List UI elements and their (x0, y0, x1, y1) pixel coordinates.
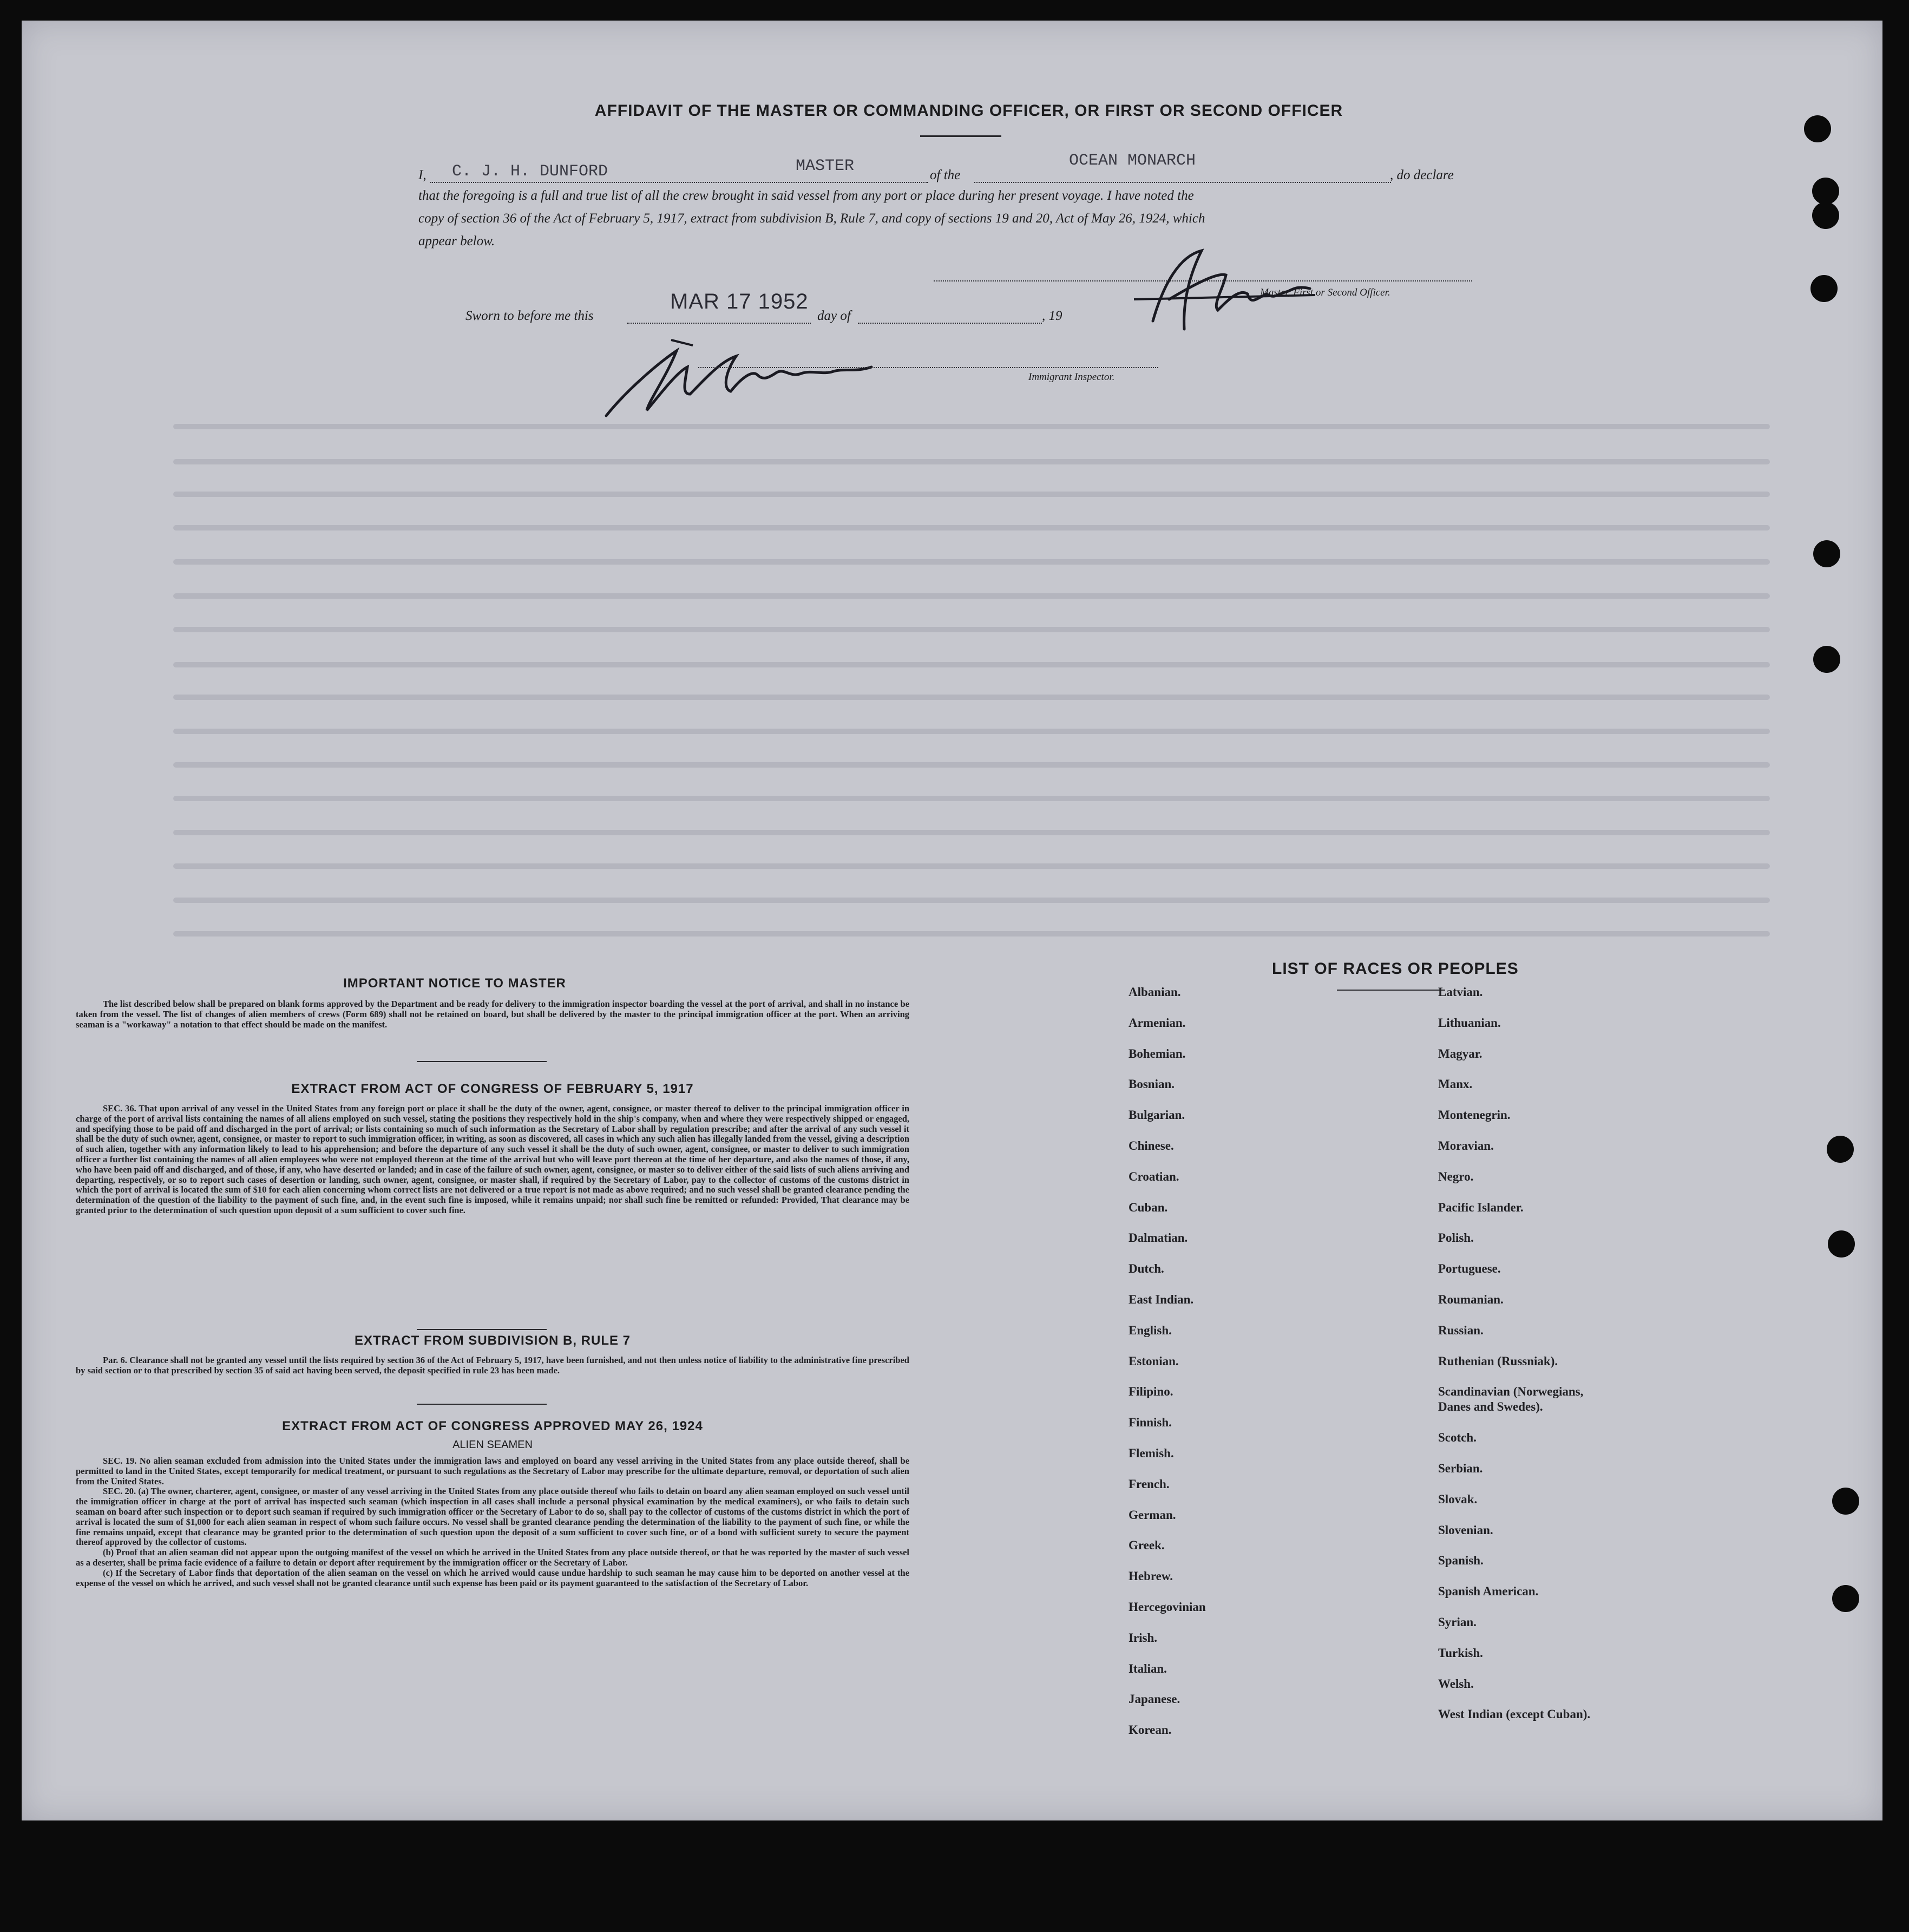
race-item: Scotch. (1438, 1431, 1477, 1445)
vessel-line (974, 182, 1391, 183)
extract-rule7-text: Par. 6. Clearance shall not be granted any vessel until the lists required by section 36 of the Act of February 5, 1917, have been furnished, and not then unless notice of liability to the administrative fine prescribed by said section or to that prescribed by section 35 of said act having been served, the deposit specified in rule 23 has been made. (76, 1355, 909, 1376)
race-item: Negro. (1438, 1169, 1474, 1183)
notice-title: IMPORTANT NOTICE TO MASTER (343, 976, 566, 991)
divider (920, 135, 1001, 137)
month-line (858, 323, 1042, 324)
race-item: Albanian. (1129, 985, 1181, 999)
race-item: Armenian. (1129, 1016, 1186, 1030)
punch-hole (1810, 275, 1838, 302)
race-item: Ruthenian (Russniak). (1438, 1354, 1558, 1368)
inspector-signature (595, 329, 942, 427)
race-item: Chinese. (1129, 1139, 1174, 1152)
divider (417, 1329, 547, 1330)
race-item: Spanish American. (1438, 1584, 1539, 1599)
bleed-through-row (173, 796, 1770, 801)
punch-hole (1828, 1230, 1855, 1258)
race-item: Russian. (1438, 1323, 1484, 1337)
races-title: LIST OF RACES OR PEOPLES (1272, 960, 1519, 978)
name-line (430, 182, 928, 183)
race-item: Latvian. (1438, 985, 1483, 999)
notice-text: The list described below shall be prepared on blank forms approved by the Department and be ready for delivery to the immigration inspector boarding the vessel at the port of arrival, and shall in no instance be taken from the vessel. The list of changes of alien members of crews (Form 689) shall not be retained on board, but shall be delivered by the master to the principal immigration officer at the port. When an arriving seaman is a "workaway" a notation to that effect should be made on the manifest. (76, 999, 909, 1030)
race-item: Roumanian. (1438, 1293, 1504, 1306)
extract-1917-text: SEC. 36. That upon arrival of any vessel in the United States from any foreign port or place it shall be the duty of the owner, agent, consignee, or master thereof to deliver to the principal immigration officer in charge of the port of arrival lists containing the names of all aliens employed on such vessel, stating the positions they respectively hold in the ship's company, when and where they were respectively shipped or engaged, and specifying those to be paid off and discharged in the port of arrival; or lists containing so much of such information as the Secretary of Labor shall by regulation prescribe; and after the arrival of any such vessel it shall be the duty of such owner, agent, consignee, or master to report to such immigration officer, in writing, as soon as discovered, all cases in which any such alien has illegally landed from the vessel, giving a description of such alien, together with any information likely to lead to his apprehension; and before the departure of any such vessel it shall be the duty of such owner, agent, consignee, or master to deliver to such immigration officer a further list containing the names of all alien employees who were not employed thereon at the time of the arrival but who will leave port thereon at the time of her departure, and also the names of those, if any, who have been paid off and discharged, and of those, if any, who have deserted or landed; and in case of the failure of such owner, agent, consignee, or master so to deliver either of the said lists of such aliens arriving and departing, respectively, or so to report such cases of desertion or landing, such owner, agent, consignee, or master shall, if required by the Secretary of Labor, pay to the collector of customs of the customs district in which the port of arrival is located the sum of $10 for each alien concerning whom correct lists are not delivered or a true report is not made as above required; and no such vessel shall be granted clearance pending the determination of the question of the liability to the payment of such fine, and, in the event such fine is imposed, while it remains unpaid; nor shall such fine be remitted or refunded: Provided, That clearance may be granted prior to the determination of such question upon deposit of a sum sufficient to cover such fine. (76, 1103, 909, 1215)
divider (417, 1404, 547, 1405)
race-item: Turkish. (1438, 1646, 1483, 1660)
bleed-through-row (173, 662, 1770, 667)
race-item: German. (1129, 1508, 1176, 1522)
race-item: Bosnian. (1129, 1077, 1175, 1091)
race-item: Danes and Swedes). (1438, 1400, 1543, 1414)
race-item: Polish. (1438, 1231, 1474, 1245)
extract-1924-subtitle: ALIEN SEAMEN (452, 1439, 533, 1451)
punch-hole (1804, 115, 1831, 142)
punch-hole (1813, 646, 1840, 673)
officer-caption: Master, First or Second Officer. (1260, 287, 1390, 298)
affidavit-title: AFFIDAVIT OF THE MASTER OR COMMANDING OFFICER, OR FIRST OR SECOND OFFICER (594, 102, 1343, 120)
sworn-label: Sworn to before me this (465, 309, 594, 323)
race-item: Hebrew. (1129, 1569, 1173, 1583)
punch-hole (1827, 1136, 1854, 1163)
race-item: Syrian. (1438, 1615, 1477, 1629)
race-item: Croatian. (1129, 1169, 1179, 1183)
punch-hole (1812, 202, 1839, 229)
of-the-label: of the (930, 168, 961, 182)
bleed-through-row (173, 627, 1770, 632)
race-item: Japanese. (1129, 1692, 1180, 1706)
race-item: Spanish. (1438, 1554, 1484, 1568)
notice-body (76, 999, 909, 1030)
race-item: Lithuanian. (1438, 1016, 1501, 1030)
bleed-through-row (173, 424, 1770, 429)
bleed-through-row (173, 459, 1770, 464)
sec-20b-text: (b) Proof that an alien seaman did not appear upon the outgoing manifest of the vessel on which he arrived in the United States from any place outside thereof, or that he was reported by the master of such vessel as a deserter, shall be prima facie evidence of a failure to detain or deport after requirement by the immigration officer or the Secretary of Labor. (76, 1547, 909, 1568)
sec-20a-text: SEC. 20. (a) The owner, charterer, agent, consignee, or master of any vessel arriving in the United States from any place outside thereof who fails to detain on board any alien seaman employed on such vessel until the immigration officer in charge at the port of arrival has inspected such seaman (which inspection in all cases shall include a personal physical examination by the medical examiners), or who fails to detain such seaman on board after such inspection or to deport such seaman if required by such immigration officer or the Secretary of Labor to do so, shall pay to the collector of customs of the customs district in which the port of arrival is located the sum of $1,000 for each alien seaman in respect of whom such failure occurs. No vessel shall be granted clearance pending the determination of the liability to the payment of such fine, or while the fine remains unpaid, except that clearance may be granted prior to the determination of such question upon the deposit of a sum sufficient to cover such fine, or of a bond with sufficient surety to secure the payment thereof approved by the collector of customs. (76, 1486, 909, 1548)
race-item: Finnish. (1129, 1416, 1172, 1430)
race-item: Manx. (1438, 1077, 1473, 1091)
race-item: Portuguese. (1438, 1262, 1501, 1276)
punch-hole (1812, 178, 1839, 205)
race-item: Pacific Islander. (1438, 1200, 1524, 1214)
declaration-line-3: appear below. (418, 234, 495, 248)
extract-1924-title: EXTRACT FROM ACT OF CONGRESS APPROVED MAY 26, 1924 (282, 1419, 703, 1433)
bleed-through-row (173, 898, 1770, 903)
sworn-day-line (627, 323, 811, 324)
vessel-name: OCEAN MONARCH (1069, 152, 1196, 170)
race-item: Filipino. (1129, 1385, 1173, 1399)
day-of-label: day of (817, 309, 851, 323)
do-declare-label: , do declare (1390, 168, 1454, 182)
race-item: Welsh. (1438, 1676, 1474, 1691)
declaration-line-2: copy of section 36 of the Act of February 5, 1917, extract from subdivision B, Rule 7, and copy of sections 19 and 20, Act of May 26, 1924, which (418, 211, 1205, 226)
race-item: Flemish. (1129, 1446, 1174, 1460)
extract-rule7-title: EXTRACT FROM SUBDIVISION B, RULE 7 (354, 1333, 631, 1348)
race-item: East Indian. (1129, 1293, 1194, 1306)
race-item: Hercegovinian (1129, 1600, 1206, 1614)
sec-19-text: SEC. 19. No alien seaman excluded from admission into the United States under the immigration laws and employed on board any vessel arriving in the United States from any place outside thereof, shall be permitted to land in the United States, except temporarily for medical treatment, or pursuant to such regulations as the Secretary of Labor may prescribe for the ultimate departure, removal, or deportation of such alien from the United States. (76, 1456, 909, 1486)
declaration-line-1: that the foregoing is a full and true list of all the crew brought in said vessel from any port or place during her present voyage. I have noted the (418, 188, 1194, 203)
bleed-through-row (173, 729, 1770, 734)
race-item: Slovenian. (1438, 1523, 1493, 1537)
officer-signature (1131, 234, 1348, 337)
i-label: I, (418, 168, 427, 182)
bleed-through-row (173, 863, 1770, 869)
race-item: Korean. (1129, 1723, 1172, 1737)
bleed-through-row (173, 492, 1770, 497)
extract-1917-body (76, 1104, 909, 1216)
rank-value: MASTER (796, 157, 855, 175)
race-item: Dalmatian. (1129, 1231, 1188, 1245)
master-name: C. J. H. DUNFORD (452, 162, 608, 181)
race-item: Slovak. (1438, 1492, 1478, 1506)
punch-hole (1813, 540, 1840, 567)
sec-20c-text: (c) If the Secretary of Labor finds that deportation of the alien seaman on the vessel on which he arrived would cause undue hardship to such seaman he may cause him to be deported on another vessel at the expense of the vessel on which he arrived, and such vessel shall not be granted clearance until such expense has been paid or its payment guaranteed to the satisfaction of the Secretary of Labor. (76, 1567, 909, 1588)
bleed-through-row (173, 695, 1770, 700)
bleed-through-row (173, 830, 1770, 835)
race-item: Scandinavian (Norwegians, (1438, 1385, 1584, 1399)
race-item: Dutch. (1129, 1262, 1164, 1276)
race-item: West Indian (except Cuban). (1438, 1707, 1591, 1721)
inspector-caption: Immigrant Inspector. (1028, 371, 1115, 383)
punch-hole (1832, 1585, 1859, 1612)
extract-rule7-body (76, 1355, 909, 1376)
inspector-line (698, 367, 1158, 368)
sworn-date-stamp: MAR 17 1952 (670, 290, 809, 313)
race-item: Bulgarian. (1129, 1108, 1185, 1122)
race-item: Moravian. (1438, 1139, 1494, 1152)
race-item: Cuban. (1129, 1200, 1168, 1214)
extract-1924-body (76, 1456, 909, 1588)
bleed-through-row (173, 931, 1770, 936)
race-item: Serbian. (1438, 1462, 1483, 1475)
extract-1917-title: EXTRACT FROM ACT OF CONGRESS OF FEBRUARY 5, 1917 (291, 1082, 694, 1096)
race-item: French. (1129, 1477, 1170, 1491)
race-item: Italian. (1129, 1661, 1167, 1675)
race-item: Magyar. (1438, 1046, 1482, 1060)
year-prefix: , 19 (1042, 309, 1062, 323)
race-item: English. (1129, 1323, 1172, 1337)
punch-hole (1832, 1488, 1859, 1515)
form-sheet (22, 21, 1882, 1820)
bleed-through-row (173, 525, 1770, 531)
race-item: Greek. (1129, 1538, 1165, 1553)
divider (1337, 990, 1445, 991)
race-item: Montenegrin. (1438, 1108, 1511, 1122)
bleed-through-row (173, 593, 1770, 599)
divider (417, 1061, 547, 1062)
race-item: Irish. (1129, 1630, 1158, 1645)
bleed-through-row (173, 762, 1770, 768)
race-item: Estonian. (1129, 1354, 1179, 1368)
bleed-through-row (173, 559, 1770, 565)
race-item: Bohemian. (1129, 1046, 1186, 1060)
